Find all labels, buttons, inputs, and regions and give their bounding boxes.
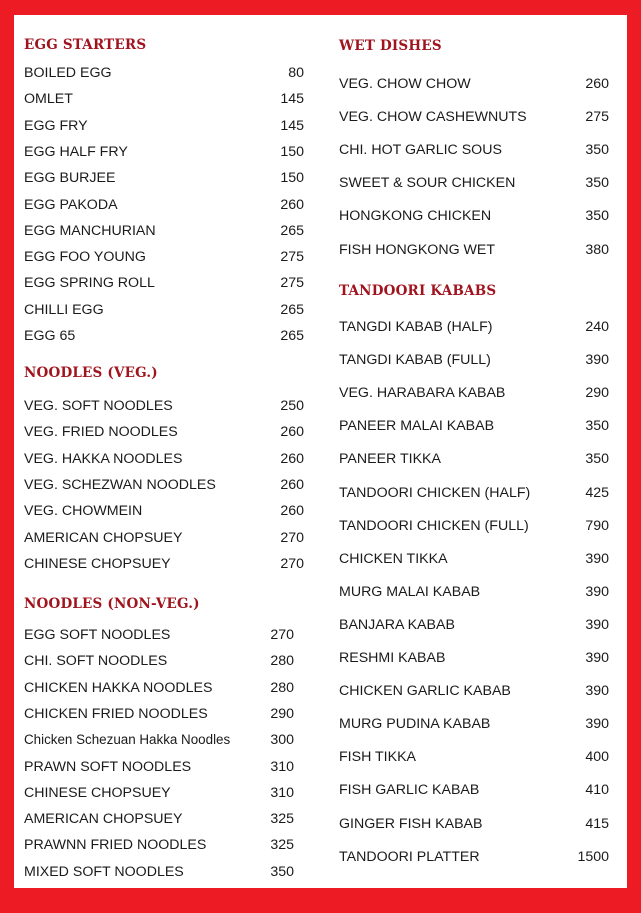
menu-item-row [339, 749, 609, 769]
menu-item-row [24, 627, 294, 647]
menu-item-name: PANEER TIKKA [339, 451, 441, 468]
menu-item-price: 350 [585, 451, 609, 468]
menu-item-name: FISH TIKKA [339, 749, 416, 766]
menu-item-row [24, 759, 294, 779]
menu-item-price: 265 [280, 301, 304, 318]
menu-item-name: PRAWN SOFT NOODLES [24, 758, 192, 775]
menu-item-price: 310 [270, 784, 294, 801]
menu-item-price: 145 [280, 117, 304, 134]
menu-item-row [339, 319, 609, 339]
menu-item-price: 290 [585, 385, 609, 402]
menu-item-price: 350 [270, 863, 294, 880]
menu-item-price: 280 [270, 679, 294, 696]
menu-item-name: VEG. HAKKA NOODLES [24, 450, 183, 467]
menu-item-row [339, 716, 609, 736]
menu-item-row [24, 864, 294, 884]
menu-item-row [339, 485, 609, 505]
menu-item-price: 350 [585, 142, 609, 159]
menu-item-name: TANDOORI PLATTER [339, 848, 480, 865]
menu-item-price: 390 [585, 583, 609, 600]
menu-item-name: CHI. HOT GARLIC SOUS [339, 142, 502, 159]
menu-item-name: EGG BURJEE [24, 170, 116, 187]
menu-item-price: 270 [280, 555, 304, 572]
menu-item-price: 280 [270, 653, 294, 670]
menu-item-name: Chicken Schezuan Hakka Noodles [24, 732, 231, 748]
menu-item-price: 310 [270, 758, 294, 775]
section-heading: WET DISHES [339, 38, 442, 54]
menu-item-name: GINGER FISH KABAB [339, 815, 483, 832]
menu-item-name: PRAWNN FRIED NOODLES [24, 837, 207, 854]
menu-item-row [339, 849, 609, 869]
menu-item-name: VEG. CHOW CASHEWNUTS [339, 109, 527, 126]
noodles-nonveg-section [24, 15, 294, 888]
menu-item-price: 150 [280, 170, 304, 187]
menu-item-row [24, 706, 294, 726]
menu-item-name: CHINESE CHOPSUEY [24, 555, 171, 572]
menu-item-row [339, 352, 609, 372]
menu-item-price: 790 [585, 517, 609, 534]
menu-item-name: EGG FOO YOUNG [24, 249, 146, 266]
menu-item-name: CHICKEN TIKKA [339, 550, 448, 567]
menu-item-price: 410 [585, 782, 609, 799]
menu-item-price: 80 [288, 65, 304, 81]
menu-item-row [339, 584, 609, 604]
menu-item-name: FISH GARLIC KABAB [339, 782, 480, 799]
menu-item-row [339, 816, 609, 836]
menu-item-row [339, 518, 609, 538]
menu-item-price: 415 [585, 815, 609, 832]
menu-item-name: TANGDI KABAB (HALF) [339, 319, 493, 335]
menu-item-price: 265 [280, 328, 304, 344]
menu-item-name: EGG SOFT NOODLES [24, 627, 171, 643]
menu-item-name: AMERICAN CHOPSUEY [24, 811, 183, 828]
menu-item-name: MIXED SOFT NOODLES [24, 863, 184, 880]
menu-item-name: VEG. SOFT NOODLES [24, 398, 173, 414]
menu-item-name: CHICKEN GARLIC KABAB [339, 683, 511, 700]
menu-item-price: 275 [585, 109, 609, 126]
menu-item-row [24, 732, 294, 752]
menu-item-name: MURG PUDINA KABAB [339, 716, 491, 733]
menu-item-price: 425 [585, 484, 609, 501]
menu-item-name: BOILED EGG [24, 65, 112, 81]
menu-item-price: 390 [585, 683, 609, 700]
menu-item-name: TANGDI KABAB (FULL) [339, 352, 491, 369]
menu-item-name: EGG HALF FRY [24, 143, 128, 160]
menu-item-row [339, 451, 609, 471]
menu-item-price: 150 [280, 143, 304, 160]
menu-item-price: 275 [280, 275, 304, 292]
menu-item-name: EGG SPRING ROLL [24, 275, 155, 292]
menu-item-name: CHINESE CHOPSUEY [24, 784, 171, 801]
menu-item-price: 390 [585, 650, 609, 666]
menu-item-price: 250 [280, 398, 304, 414]
menu-item-row [339, 650, 609, 670]
menu-item-row [24, 785, 294, 805]
menu-item-price: 260 [280, 503, 304, 520]
menu-item-price: 240 [585, 319, 609, 335]
menu-item-name: EGG 65 [24, 328, 76, 344]
menu-item-name: CHILLI EGG [24, 301, 104, 318]
menu-item-name: BANJARA KABAB [339, 616, 455, 633]
menu-item-name: TANDOORI CHICKEN (FULL) [339, 517, 529, 534]
menu-item-price: 270 [270, 627, 294, 643]
menu-item-price: 260 [280, 424, 304, 441]
menu-item-price: 350 [585, 175, 609, 192]
menu-item-row [339, 551, 609, 571]
menu-item-name: CHICKEN FRIED NOODLES [24, 705, 208, 722]
menu-item-price: 350 [585, 418, 609, 435]
menu-item-name: EGG MANCHURIAN [24, 222, 156, 239]
menu-item-row [339, 418, 609, 438]
menu-item-row [24, 811, 294, 831]
menu-item-name: VEG. FRIED NOODLES [24, 424, 178, 441]
menu-item-price: 270 [280, 529, 304, 546]
menu-item-price: 290 [270, 705, 294, 722]
menu-item-row [24, 680, 294, 700]
menu-item-name: VEG. CHOW CHOW [339, 76, 471, 92]
menu-item-name: TANDOORI CHICKEN (HALF) [339, 484, 531, 501]
menu-item-price: 260 [585, 76, 609, 92]
menu-item-price: 400 [585, 749, 609, 766]
menu-page [14, 15, 627, 888]
menu-item-price: 275 [280, 249, 304, 266]
tandoori-kababs-section [339, 15, 609, 888]
menu-item-price: 265 [280, 222, 304, 239]
menu-item-price: 390 [585, 716, 609, 733]
menu-item-row [24, 837, 294, 857]
menu-item-price: 145 [280, 91, 304, 108]
menu-item-name: EGG PAKODA [24, 196, 118, 213]
menu-item-price: 325 [270, 811, 294, 828]
menu-item-name: VEG. CHOWMEIN [24, 503, 143, 520]
menu-item-name: AMERICAN CHOPSUEY [24, 529, 183, 546]
menu-item-price: 390 [585, 352, 609, 369]
section-heading: NOODLES (NON-VEG.) [24, 596, 200, 612]
menu-item-price: 260 [280, 476, 304, 493]
menu-item-name: OMLET [24, 91, 73, 108]
menu-item-name: MURG MALAI KABAB [339, 583, 481, 600]
menu-item-price: 380 [585, 241, 609, 258]
menu-item-row [339, 617, 609, 637]
menu-item-name: CHI. SOFT NOODLES [24, 653, 168, 670]
menu-item-price: 390 [585, 616, 609, 633]
section-heading: TANDOORI KABABS [339, 283, 497, 299]
menu-item-price: 260 [280, 196, 304, 213]
menu-item-name: RESHMI KABAB [339, 650, 446, 666]
menu-item-name: VEG. SCHEZWAN NOODLES [24, 476, 216, 493]
menu-item-name: PANEER MALAI KABAB [339, 418, 495, 435]
menu-item-price: 390 [585, 550, 609, 567]
menu-item-price: 300 [270, 732, 294, 749]
menu-item-name: HONGKONG CHICKEN [339, 208, 492, 225]
menu-item-row [24, 653, 294, 673]
menu-item-name: EGG FRY [24, 117, 88, 134]
menu-item-name: SWEET & SOUR CHICKEN [339, 175, 516, 192]
section-heading: EGG STARTERS [24, 37, 147, 53]
menu-item-price: 260 [280, 450, 304, 467]
menu-item-name: FISH HONGKONG WET [339, 241, 496, 258]
menu-item-price: 325 [270, 837, 294, 854]
menu-item-row [339, 782, 609, 802]
menu-item-price: 350 [585, 208, 609, 225]
menu-item-name: CHICKEN HAKKA NOODLES [24, 679, 213, 696]
menu-item-row [339, 385, 609, 405]
menu-item-row [339, 683, 609, 703]
section-heading: NOODLES (VEG.) [24, 365, 158, 381]
menu-item-name: VEG. HARABARA KABAB [339, 385, 506, 402]
menu-item-price: 1500 [577, 848, 609, 865]
